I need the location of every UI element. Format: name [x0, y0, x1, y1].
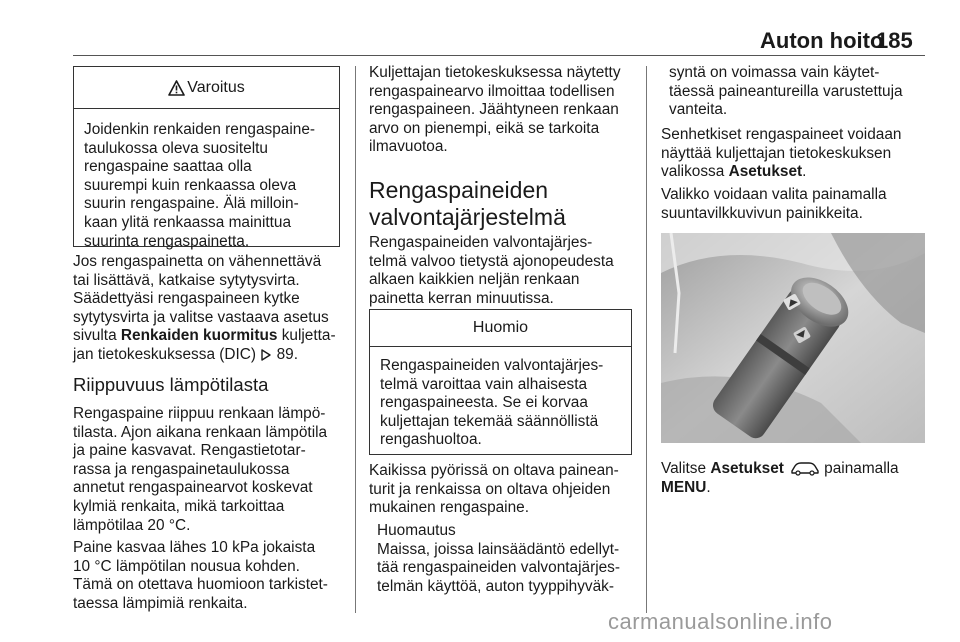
- text-line: rassa ja rengaspainetaulukossa: [73, 460, 290, 478]
- warning-triangle-icon: [168, 80, 185, 96]
- warning-box-title: Varoitus: [187, 78, 245, 96]
- text-line: [661, 163, 901, 182]
- menu-term-renkaiden-kuormitus: Renkaiden kuormitus: [120, 327, 278, 345]
- text-line: Tämä on otettava huomioon tarkistet-: [73, 576, 328, 594]
- text-line: annetut rengaspainearvot koskevat: [73, 479, 313, 497]
- text-line: 10 °C lämpötilan nousua kohden.: [73, 557, 300, 575]
- heading-line: valvontajärjestelmä: [369, 204, 566, 230]
- note-box-body: [370, 347, 631, 450]
- col2-paragraph-3: [369, 462, 619, 518]
- text-line: tää rengaspaineiden valvontajärjes-: [377, 559, 620, 577]
- note-line: rengaspaineesta. Se ei korvaa: [380, 394, 588, 412]
- text-line: rengaspaineen. Jäähtyneen renkaan: [369, 101, 619, 119]
- note-box-title: Huomio: [472, 319, 529, 336]
- warning-line: kaan ylitä renkaassa mainittua: [84, 213, 292, 231]
- text-fragment: jan tietokeskuksessa (DIC): [73, 345, 261, 363]
- note-line: rengashuoltoa.: [380, 431, 482, 449]
- note-line: telmä varoittaa vain alhaisesta: [380, 375, 588, 393]
- text-line: [73, 327, 336, 346]
- col2-remark: [377, 522, 620, 596]
- section-heading-tpms: [369, 177, 566, 231]
- note-box: [369, 309, 632, 455]
- page-reference-number[interactable]: 89.: [272, 345, 298, 363]
- text-line: tilasta. Ajon aikana renkaan lämpötila: [73, 423, 328, 441]
- column-divider-2: [646, 66, 647, 613]
- text-line: Paine kasvaa lähes 10 kPa jokaista: [73, 539, 316, 556]
- warning-line: suurinta rengaspainetta.: [84, 232, 250, 250]
- note-line: Rengaspaineiden valvontajärjes-: [380, 357, 604, 374]
- warning-line: suurempi kuin renkaassa oleva: [84, 176, 297, 194]
- warning-box-body: [74, 109, 339, 251]
- text-line: Maissa, joissa lainsäädäntö edellyt-: [377, 540, 620, 558]
- text-line: Rengaspaineiden valvontajärjes-: [369, 234, 593, 251]
- warning-line: rengaspaine saattaa olla: [84, 158, 252, 176]
- col3-paragraph-2: [661, 186, 887, 223]
- menu-term-asetukset: Asetukset: [710, 460, 784, 477]
- text-line: arvo on pienempi, eikä se tarkoita: [369, 119, 600, 137]
- section-heading-temperature: Riippuvuus lämpötilasta: [73, 374, 269, 395]
- text-line: täessä paineantureilla varustettuja: [669, 82, 903, 100]
- heading-line: Rengaspaineiden: [369, 177, 549, 203]
- page-reference-arrow-icon[interactable]: [260, 348, 272, 362]
- warning-line: taulukossa oleva suositeltu: [84, 139, 268, 157]
- text-line: [661, 479, 899, 498]
- col2-paragraph-1: [369, 64, 621, 157]
- menu-button-label: MENU: [661, 478, 707, 496]
- text-line: Senhetkiset rengaspaineet voidaan: [661, 126, 902, 143]
- text-line: sytytysvirta ja valitse vastaava asetus: [73, 308, 329, 326]
- running-head-title: Auton hoito: [760, 28, 884, 53]
- text-line: näyttää kuljettajan tietokeskuksen: [661, 144, 892, 162]
- watermark: carmanualsonline.info: [608, 609, 833, 634]
- col2-paragraph-2: [369, 234, 614, 308]
- warning-box-header: [74, 67, 339, 109]
- text-fragment: painamalla: [819, 460, 899, 477]
- text-line: Kaikissa pyörissä on oltava painean-: [369, 462, 619, 479]
- text-line: suuntavilkkuvivun painikkeita.: [661, 204, 863, 222]
- warning-line: Joidenkin renkaiden rengaspaine-: [84, 121, 316, 138]
- col3-continuation: [669, 64, 903, 120]
- text-line: ilmavuotoa.: [369, 138, 448, 156]
- header-rule: [73, 55, 925, 56]
- col3-paragraph-1: [661, 126, 901, 182]
- text-line: tai lisättävä, katkaise sytytysvirta.: [73, 271, 300, 289]
- note-line: kuljettajan tekemää säännöllistä: [380, 412, 599, 430]
- col1-paragraph-2: [73, 405, 327, 535]
- text-line: mukainen rengaspaine.: [369, 499, 530, 517]
- turn-signal-lever-buttons-photo: [661, 233, 925, 443]
- col1-paragraph-3: [73, 539, 328, 613]
- text-line: syntä on voimassa vain käytet-: [669, 64, 880, 81]
- text-line: turit ja renkaissa on oltava ohjeiden: [369, 480, 611, 498]
- text-line: ja paine kasvavat. Rengastietotar-: [73, 442, 306, 460]
- lever-illustration: [661, 233, 925, 443]
- col3-paragraph-3: [661, 460, 899, 497]
- text-line: telmä valvoo tietystä ajonopeudesta: [369, 252, 614, 270]
- text-fragment: kuljetta-: [277, 327, 336, 345]
- col1-paragraph-1: [73, 253, 336, 365]
- warning-box: [73, 66, 340, 250]
- text-fragment: .: [706, 478, 711, 496]
- text-line: telmän käyttöä, auton tyyppihyväk-: [377, 577, 614, 595]
- column-divider-1: [355, 66, 356, 613]
- car-settings-icon: [790, 460, 820, 476]
- text-line: Kuljettajan tietokeskuksessa näytetty: [369, 64, 621, 81]
- text-line: alkaen kaikkien neljän renkaan: [369, 271, 580, 289]
- text-line: Valikko voidaan valita painamalla: [661, 186, 887, 203]
- text-line: vanteita.: [669, 101, 728, 119]
- text-line: Rengaspaine riippuu renkaan lämpö-: [73, 405, 326, 422]
- text-line: [661, 460, 899, 479]
- text-fragment: Valitse: [661, 460, 711, 477]
- text-fragment: .: [802, 163, 807, 181]
- note-box-header: [370, 310, 631, 347]
- text-line: kylmiä renkaita, mikä tarkoittaa: [73, 497, 285, 515]
- text-line: lämpötilaa 20 °C.: [73, 516, 191, 534]
- warning-line: suurin rengaspaine. Älä milloin-: [84, 195, 299, 213]
- text-line: Säädettyäsi rengaspaineen kytke: [73, 290, 300, 308]
- text-line: Jos rengaspainetta on vähennettävä: [73, 253, 322, 270]
- menu-term-asetukset: Asetukset: [728, 163, 803, 181]
- text-fragment: valikossa: [661, 163, 729, 181]
- text-line: painetta kerran minuutissa.: [369, 289, 554, 307]
- text-line: [73, 346, 336, 365]
- remark-title: Huomautus: [377, 522, 456, 539]
- page-number: 185: [876, 28, 913, 53]
- text-fragment: sivulta: [73, 327, 121, 345]
- text-line: rengaspainearvo ilmoittaa todellisen: [369, 82, 615, 100]
- text-line: taessa lämpimiä renkaita.: [73, 594, 248, 612]
